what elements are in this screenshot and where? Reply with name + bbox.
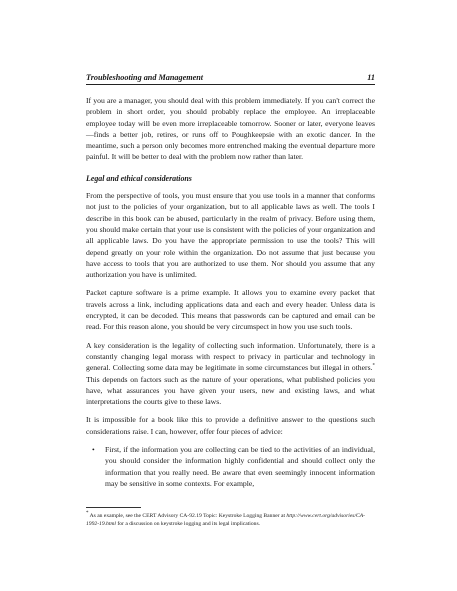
bullet-icon: • <box>92 445 95 455</box>
page-number: 11 <box>367 73 375 82</box>
paragraph: It is impossible for a book like this to provide a definitive answer to the questions such considerations raise. I can, however, offer four pieces of advice: <box>86 415 375 436</box>
running-header-title: Troubleshooting and Management <box>86 73 204 82</box>
footnote-reference[interactable]: * <box>372 363 375 369</box>
paragraph: If you are a manager, you should deal with this problem immediately. If you can't correct the problem in short order, you should probably replace the employee. An irreplaceable employee today will be even more irreplaceable tomorrow. Sooner or later, everyone leaves—finds a better job, retires, or runs off to Poughkeepsie with an exotic dancer. In the meantime, such a person only becomes more entrenched making the eventual departure more painful. It will be better to deal with the problem now rather than later. <box>86 96 375 162</box>
footnote-text: As an example, see the CERT Advisory CA-92.19 Topic: Keystroke Logging Banner at <box>88 513 287 519</box>
paragraph: From the perspective of tools, you must ensure that you use tools in a manner that conforms not just to the policies of your organization, but to all applicable laws as well. The tools I describe in this book can be abused, particularly in the realm of privacy. Before using them, you should make certain that your use is consistent with the policies of your organization and all applicable laws. Do you have the appropriate permission to use the tools? This will depend greatly on your role within the organization. Do not assume that just because you have access to tools that you are authorized to use them. Nor should you assume that any authorization you have is unlimited. <box>86 191 375 280</box>
section-heading: Legal and ethical considerations <box>86 173 192 183</box>
footnote-divider <box>86 507 141 508</box>
advice-list <box>86 444 375 489</box>
footnote-marker: * <box>86 511 89 517</box>
paragraph: Packet capture software is a prime example. It allows you to examine every packet that travels across a link, including applications data and each and every header. Unless data is encrypted, it can be decoded. This means that passwords can be captured and email can be read. For this reason alone, you should be very circumspect in how you use such tools. <box>86 288 375 332</box>
paragraph <box>86 340 375 408</box>
footnote-link[interactable]: http://www.cert.org/advisories/CA-1992-19.html <box>86 513 366 527</box>
running-header <box>86 73 375 85</box>
list-item <box>86 444 375 489</box>
footnote-text: for a discussion on keystroke logging and its legal implications. <box>116 521 261 527</box>
paragraph-text: This depends on factors such as the nature of your operations, what published policies you have, what assurances you have given your users, new and existing laws, and what interpretations the courts give to these laws. <box>86 374 375 407</box>
paragraph-text: A key consideration is the legality of collecting such information. Unfortunately, there is a constantly changing legal morass with respect to privacy in particular and technology in general. Collecting some data may be legitimate in some circumstances but illegal in others. <box>86 340 375 373</box>
footnote <box>86 512 375 528</box>
list-item-text: First, if the information you are collecting can be tied to the activities of an individual, you should consider the information highly confidential and should collect only the information that you really need. Be aware that even seemingly innocent information may be sensitive in some contexts. For example, <box>105 445 375 488</box>
body-text <box>86 95 375 489</box>
